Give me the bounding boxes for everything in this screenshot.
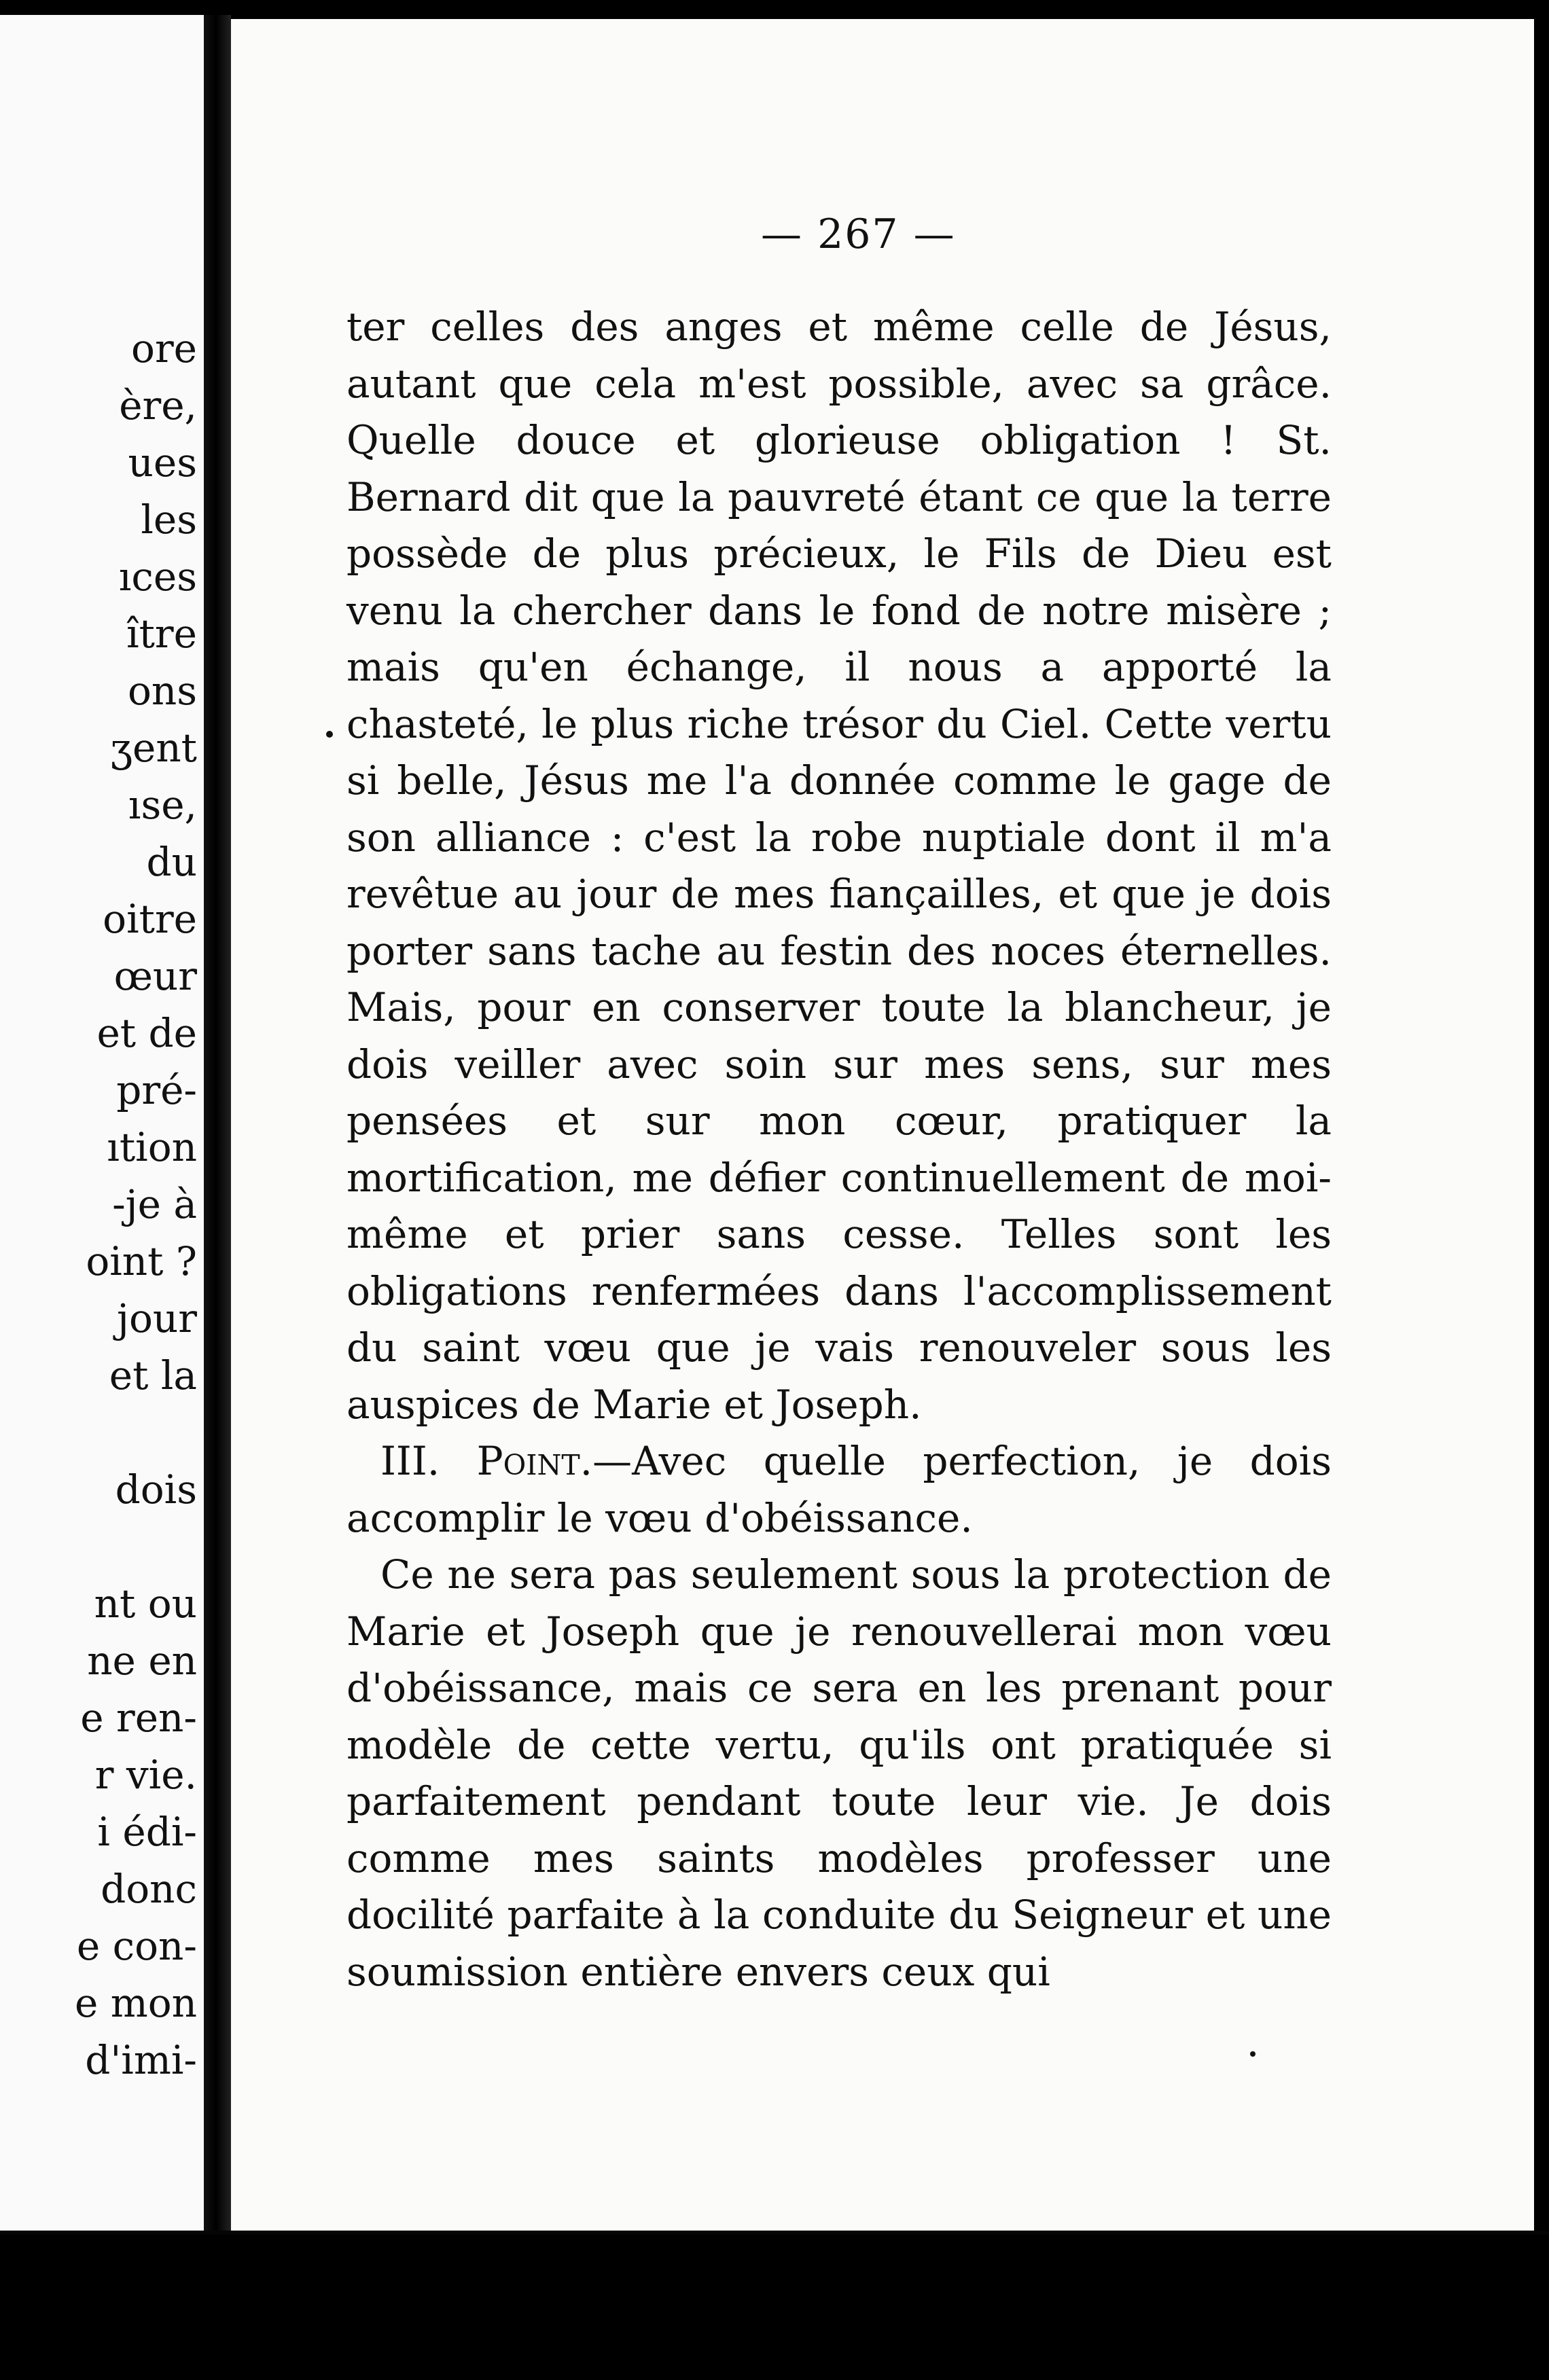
left-line: et de [96,1010,197,1056]
left-line: du [146,839,197,885]
left-line: ues [128,439,197,486]
book-gutter [204,15,231,2231]
paragraph-chastity: ter celles des anges et même celle de Jésus, autant que cela m'est possible, avec sa grâce. Quelle douce et glorieuse obligation ! St. Bernard dit que la pauvreté étant ce que la terre possède de plus précieux, le Fils de Dieu est venu la chercher dans le fond de notre misère ; mais qu'en échange, il nous a apporté la chasteté, le plus riche trésor du Ciel. Cette vertu si belle, Jésus me l'a donnée comme le gage de son alliance : c'est la robe nuptiale dont il m'a revêtue au jour de mes fiançailles, et que je dois porter sans tache au festin des noces éternelles. Mais, pour en conserver toute la blancheur, je dois veiller avec soin sur mes sens, sur mes pensées et sur mon cœur, pratiquer la mortification, me défier continuellement de moi-même et prier sans cesse. Telles sont les obligations renfermées dans l'accomplissement du saint vœu que je vais renouveler sous les auspices de Marie et Joseph. [346,304,1332,1428]
left-line: -je à [112,1181,197,1227]
scan-border-right [1534,19,1549,2231]
left-line: e con- [76,1923,197,1969]
left-line: ıces [118,554,197,600]
left-line: ore [131,325,197,372]
left-line: ons [127,668,197,714]
left-line: jour [117,1295,197,1341]
left-line: ère, [119,382,197,429]
point-text: —Avec quelle perfection, je dois accomplir le vœu d'obéissance. [346,1438,1332,1541]
left-line: e mon [74,1980,197,2026]
left-line: et la [109,1352,197,1399]
left-line: d'imi- [85,2037,197,2083]
point-label: III. Point. [380,1438,593,1484]
page-body [346,299,1332,2000]
left-line: ître [126,611,197,657]
left-line: r vie. [94,1752,197,1798]
scan-border-bottom [0,2235,1549,2380]
left-line: donc [101,1866,197,1912]
left-line: i édi- [97,1809,197,1855]
left-line: e ren- [80,1695,197,1741]
left-line: ne en [87,1638,197,1684]
left-line: nt ou [94,1581,197,1627]
left-line: oitre [103,896,197,942]
left-line: ʒent [110,725,197,771]
left-line: pré- [116,1067,197,1113]
scan-border-top [0,0,1549,19]
ink-speck [326,731,333,738]
ink-speck [1250,2051,1256,2057]
left-line: ıse, [128,782,197,828]
page-number: — 267 — [761,211,956,258]
left-line: les [141,497,197,543]
left-line: oint ? [86,1238,197,1284]
left-page-fragment [0,15,204,2231]
paragraph-point-heading [346,1433,1332,1547]
paragraph-obedience: Ce ne sera pas seulement sous la protection de Marie et Joseph que je renouvellerai mon vœu d'obéissance, mais ce sera en les prenant pour modèle de cette vertu, qu'ils ont pratiquée si parfaitement pendant toute leur vie. Je dois comme mes saints modèles professer une docilité parfaite à la conduite du Seigneur et une soumission entière envers ceux qui [346,1551,1332,1995]
left-line: dois [115,1466,197,1513]
left-line: œur [113,953,197,999]
left-line: ıtion [107,1124,197,1170]
